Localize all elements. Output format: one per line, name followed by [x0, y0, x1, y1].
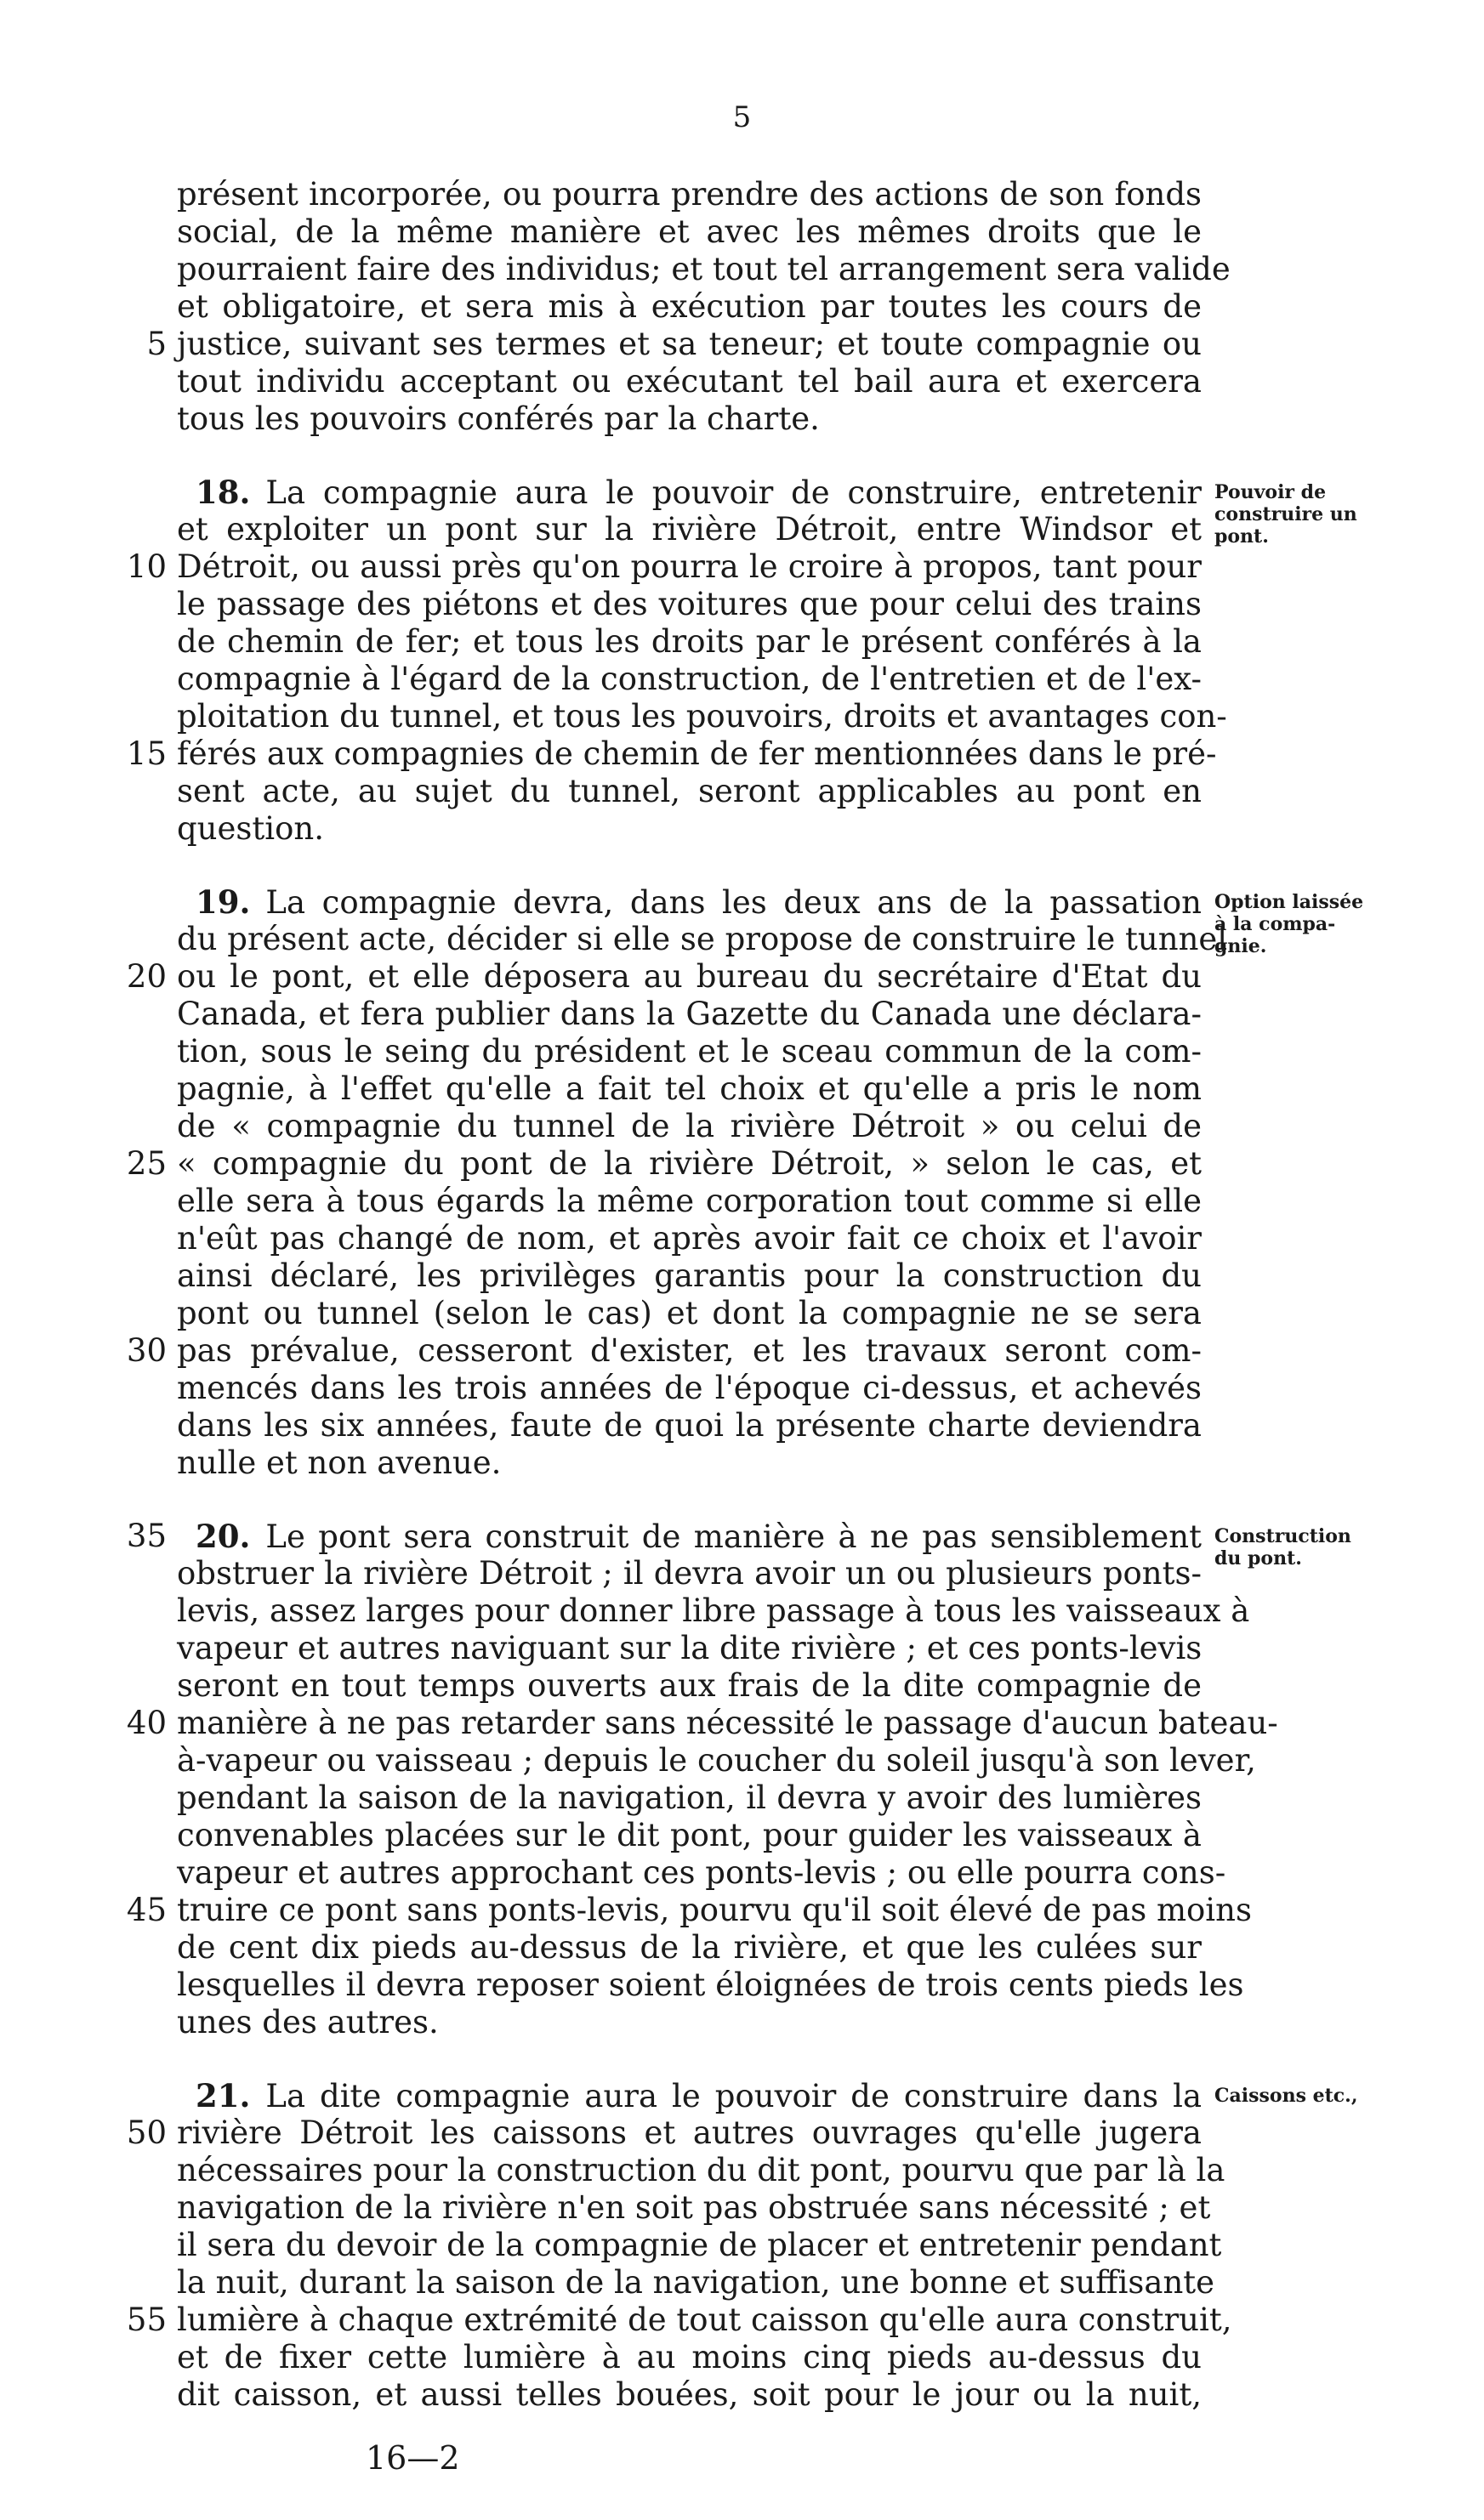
body-line: manière à ne pas retarder sans nécessité le passage d'aucun bateau-: [177, 1705, 1278, 1741]
body-line: pagnie, à l'effet qu'elle a fait tel choix et qu'elle a pris le nom: [177, 1070, 1202, 1107]
body-line: convenables placées sur le dit pont, pour guider les vaisseaux à: [177, 1817, 1202, 1853]
body-line: nécessaires pour la construction du dit pont, pourvu que par là la: [177, 2152, 1225, 2188]
body-line: pendant la saison de la navigation, il devra y avoir des lumières: [177, 1779, 1202, 1816]
body-line: obstruer la rivière Détroit ; il devra avoir un ou plusieurs ponts-: [177, 1555, 1202, 1592]
body-line: la nuit, durant la saison de la navigation, une bonne et suffisante: [177, 2264, 1215, 2301]
body-line: et de fixer cette lumière à au moins cinq pieds au-dessus du: [177, 2339, 1202, 2375]
line-number: 20: [126, 958, 167, 995]
margin-note-caissons: [1214, 2085, 1470, 2107]
section-number: 20.: [196, 1518, 251, 1555]
body-line: tout individu acceptant ou exécutant tel bail aura et exercera: [177, 363, 1202, 400]
note-line: Option laissée: [1214, 891, 1364, 913]
note-line: Construction: [1214, 1525, 1351, 1547]
body-line: et exploiter un pont sur la rivière Détroit, entre Windsor et: [177, 511, 1202, 548]
body-line: le passage des piétons et des voitures que pour celui des trains: [177, 586, 1202, 622]
body-line: ou le pont, et elle déposera au bureau du secrétaire d'Etat du: [177, 958, 1202, 995]
body-line: pas prévalue, cesseront d'exister, et les travaux seront com-: [177, 1332, 1202, 1369]
body-line: à-vapeur ou vaisseau ; depuis le coucher du soleil jusqu'à son lever,: [177, 1742, 1256, 1779]
body-line: question.: [177, 810, 324, 847]
body-line: lumière à chaque extrémité de tout caisson qu'elle aura construit,: [177, 2301, 1232, 2338]
line-number: 55: [126, 2301, 167, 2338]
body-line: « compagnie du pont de la rivière Détroit, » selon le cas, et: [177, 1145, 1202, 1182]
body-line: levis, assez larges pour donner libre passage à tous les vaisseaux à: [177, 1592, 1250, 1629]
body-line: pourraient faire des individus; et tout tel arrangement sera valide: [177, 251, 1231, 287]
section-number: 18.: [196, 474, 251, 511]
body-line: unes des autres.: [177, 2004, 439, 2040]
section-18-first-line: [196, 474, 1202, 511]
margin-note-option: [1214, 891, 1470, 957]
body-line: social, de la même manière et avec les mêmes droits que le: [177, 213, 1202, 250]
note-line: pont.: [1214, 525, 1269, 548]
body-line: lesquelles il devra reposer soient éloignées de trois cents pieds les: [177, 1967, 1244, 2003]
note-line: construire un: [1214, 503, 1357, 525]
note-line: Caissons etc.,: [1214, 2085, 1358, 2107]
body-line: rivière Détroit les caissons et autres ouvrages qu'elle jugera: [177, 2114, 1202, 2151]
line-number: 35: [126, 1518, 167, 1554]
body-line: mencés dans les trois années de l'époque ci-dessus, et achevés: [177, 1370, 1202, 1406]
body-line: vapeur et autres naviguant sur la dite rivière ; et ces ponts-levis: [177, 1630, 1203, 1666]
line-number: 40: [126, 1705, 167, 1741]
body-line: Détroit, ou aussi près qu'on pourra le croire à propos, tant pour: [177, 548, 1202, 585]
body-line: tion, sous le seing du président et le sceau commun de la com-: [177, 1033, 1202, 1070]
body-line: de chemin de fer; et tous les droits par le présent conférés à la: [177, 623, 1202, 660]
body-line: férés aux compagnies de chemin de fer mentionnées dans le pré-: [177, 735, 1217, 772]
line-number: 50: [126, 2114, 167, 2151]
note-line: gnie.: [1214, 935, 1267, 957]
section-20-first-line: [196, 1518, 1202, 1555]
body-line: Canada, et fera publier dans la Gazette du Canada une déclara-: [177, 996, 1202, 1032]
body-line: et obligatoire, et sera mis à exécution par toutes les cours de: [177, 288, 1202, 325]
section-number: 19.: [196, 883, 251, 921]
note-line: à la compa-: [1214, 913, 1336, 935]
body-line: nulle et non avenue.: [177, 1444, 502, 1481]
body-text: Le pont sera construit de manière à ne pas sensiblement: [265, 1518, 1202, 1555]
signature-mark: 16—2: [366, 2439, 460, 2477]
line-number: 25: [126, 1145, 167, 1182]
body-text: La compagnie devra, dans les deux ans de la passation: [265, 884, 1202, 921]
body-text: La dite compagnie aura le pouvoir de construire dans la: [265, 2078, 1202, 2114]
line-number: 5: [146, 326, 167, 362]
body-line: vapeur et autres approchant ces ponts-levis ; ou elle pourra cons-: [177, 1854, 1226, 1891]
body-line: dit caisson, et aussi telles bouées, soit pour le jour ou la nuit,: [177, 2376, 1202, 2413]
body-line: de « compagnie du tunnel de la rivière Détroit » ou celui de: [177, 1108, 1202, 1144]
body-line: de cent dix pieds au-dessus de la rivière, et que les culées sur: [177, 1929, 1202, 1966]
body-line: seront en tout temps ouverts aux frais de la dite compagnie de: [177, 1667, 1202, 1704]
body-line: dans les six années, faute de quoi la présente charte deviendra: [177, 1407, 1202, 1444]
line-number: 30: [126, 1332, 167, 1369]
page-number: 5: [732, 100, 752, 134]
body-line: navigation de la rivière n'en soit pas obstruée sans nécessité ; et: [177, 2189, 1211, 2226]
body-line: ainsi déclaré, les privilèges garantis pour la construction du: [177, 1257, 1202, 1294]
body-line: elle sera à tous égards la même corporation tout comme si elle: [177, 1183, 1202, 1219]
body-line: truire ce pont sans ponts-levis, pourvu qu'il soit élevé de pas moins: [177, 1892, 1252, 1928]
margin-note-pouvoir: [1214, 481, 1470, 548]
note-line: Pouvoir de: [1214, 481, 1327, 503]
line-number: 45: [126, 1892, 167, 1928]
body-line: justice, suivant ses termes et sa teneur; et toute compagnie ou: [177, 326, 1202, 362]
body-line: compagnie à l'égard de la construction, de l'entretien et de l'ex-: [177, 661, 1202, 697]
body-line: du présent acte, décider si elle se propose de construire le tunnel: [177, 921, 1228, 957]
body-line: ploitation du tunnel, et tous les pouvoirs, droits et avantages con-: [177, 698, 1227, 735]
body-line: il sera du devoir de la compagnie de placer et entretenir pendant: [177, 2227, 1222, 2263]
line-number: 15: [126, 735, 167, 772]
body-text: La compagnie aura le pouvoir de construire, entretenir: [265, 474, 1202, 511]
body-line: tous les pouvoirs conférés par la charte.: [177, 400, 820, 437]
body-line: n'eût pas changé de nom, et après avoir fait ce choix et l'avoir: [177, 1220, 1202, 1257]
margin-note-construction: [1214, 1525, 1470, 1569]
line-number: 10: [126, 548, 167, 585]
section-19-first-line: [196, 884, 1202, 921]
section-number: 21.: [196, 2077, 251, 2114]
note-line: du pont.: [1214, 1547, 1302, 1569]
body-line: sent acte, au sujet du tunnel, seront applicables au pont en: [177, 773, 1202, 809]
body-line: pont ou tunnel (selon le cas) et dont la compagnie ne se sera: [177, 1295, 1202, 1331]
section-21-first-line: [196, 2078, 1202, 2114]
body-line: présent incorporée, ou pourra prendre des actions de son fonds: [177, 176, 1202, 213]
